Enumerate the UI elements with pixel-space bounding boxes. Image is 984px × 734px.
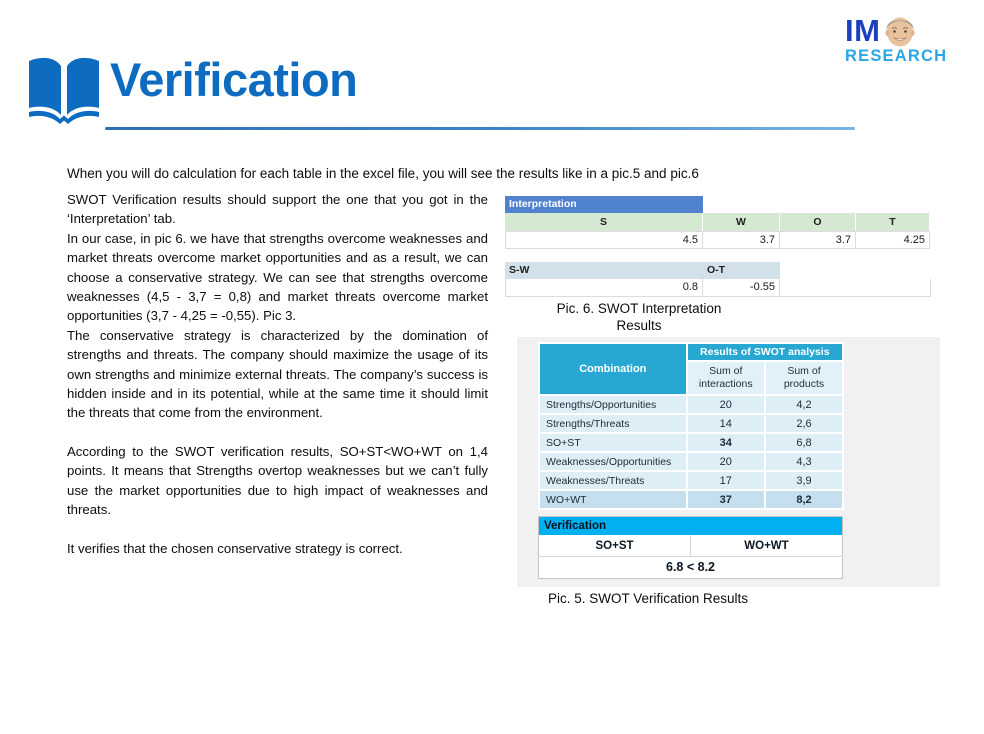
- table-row: [540, 491, 842, 508]
- logo-text-secondary: RESEARCH: [845, 47, 948, 65]
- row-label: WO+WT: [540, 491, 686, 508]
- logo-text-primary: IM: [845, 13, 881, 48]
- value-cell-ot: -0.55: [703, 279, 780, 297]
- paragraph: The conservative strategy is characterized by the domination of strengths and threats. The company should maximize the usage of its own strengths and minimize external threats. The company’s success is hidden inside and in its potential, while at the same time it should limit the threats that come from the environment.: [67, 327, 488, 421]
- row-products: 4,2: [766, 396, 842, 413]
- verification-col-sost: SO+ST: [539, 535, 691, 557]
- interpretation-title-row: [505, 196, 931, 213]
- swot-analysis-table: [538, 342, 844, 510]
- row-interactions: 37: [688, 491, 764, 508]
- sum-products-header: Sum of products: [766, 362, 842, 394]
- diff-header-row: [505, 262, 931, 279]
- pic5-panel: [517, 337, 940, 587]
- header-cell-sw: S-W: [505, 262, 703, 279]
- table-row: [540, 415, 842, 432]
- row-label: Weaknesses/Threats: [540, 472, 686, 489]
- interpretation-title-cell: Interpretation: [505, 196, 703, 213]
- paragraph: In our case, in pic 6. we have that strengths overcome weaknesses and market threats overcome market opportunities and as a result, we can choose a conservative strategy. We can see that strengths overcome weaknesses (4,5 - 3,7 = 0,8) and market threats overcome market opportunities (3,7 - 4,25 = -0,55). Pic 3.: [67, 230, 488, 324]
- value-cell-o: 3.7: [780, 231, 856, 249]
- pic5-caption: Pic. 5. SWOT Verification Results: [547, 591, 749, 606]
- row-products: 6,8: [766, 434, 842, 451]
- row-interactions: 34: [688, 434, 764, 451]
- row-interactions: 14: [688, 415, 764, 432]
- header-cell-o: O: [780, 213, 856, 231]
- logo-top-row: [845, 12, 965, 50]
- table-row: [540, 472, 842, 489]
- verification-table: [538, 516, 843, 579]
- paragraph: It verifies that the chosen conservative strategy is correct.: [67, 540, 403, 556]
- row-products: 2,6: [766, 415, 842, 432]
- verification-header: Verification: [539, 517, 843, 536]
- table-row: [540, 453, 842, 470]
- spreadsheet-gap: [505, 249, 931, 262]
- diff-values-row: [505, 279, 931, 297]
- value-cell-sw: 0.8: [505, 279, 703, 297]
- empty-cell: [780, 279, 931, 297]
- title-underline-rule: [105, 127, 855, 130]
- row-interactions: 20: [688, 396, 764, 413]
- intro-text: When you will do calculation for each table in the excel file, you will see the results like in a pic.5 and pic.6: [67, 166, 699, 181]
- body-text-column: [67, 190, 488, 558]
- sum-interactions-header: Sum of interactions: [688, 362, 764, 394]
- header-cell-t: T: [856, 213, 930, 231]
- value-cell-s: 4.5: [505, 231, 703, 249]
- header-cell-ot: O-T: [703, 262, 780, 279]
- interpretation-table: [505, 196, 931, 297]
- avatar-icon: [883, 12, 917, 48]
- paragraph: According to the SWOT verification results, SO+ST<WO+WT on 1,4 points. It means that Strengths overtop weaknesses but we can’t fully use the market opportunities due to high impact of weaknesses and threats.: [67, 443, 488, 518]
- table-row: [540, 396, 842, 413]
- open-book-icon: [24, 54, 104, 128]
- results-group-header: Results of SWOT analysis: [688, 344, 842, 360]
- combination-header: Combination: [540, 344, 686, 394]
- pic6-caption: Pic. 6. SWOT Interpretation Results: [556, 301, 722, 333]
- verification-result: 6.8 < 8.2: [539, 557, 843, 579]
- paragraph: SWOT Verification results should support the one that you got in the ‘Interpretation’ tab.: [67, 192, 488, 227]
- row-products: 4,3: [766, 453, 842, 470]
- row-interactions: 20: [688, 453, 764, 470]
- table-row: [540, 434, 842, 451]
- header-cell-w: W: [703, 213, 780, 231]
- row-label: Weaknesses/Opportunities: [540, 453, 686, 470]
- header-cell-s: S: [505, 213, 703, 231]
- swot-values-row: [505, 231, 931, 249]
- logo: [845, 12, 965, 66]
- row-products: 8,2: [766, 491, 842, 508]
- page-title: Verification: [110, 53, 358, 106]
- verification-col-wowt: WO+WT: [744, 540, 789, 552]
- row-label: Strengths/Opportunities: [540, 396, 686, 413]
- swot-header-row: [505, 213, 931, 231]
- row-label: SO+ST: [540, 434, 686, 451]
- row-products: 3,9: [766, 472, 842, 489]
- value-cell-w: 3.7: [703, 231, 780, 249]
- row-label: Strengths/Threats: [540, 415, 686, 432]
- value-cell-t: 4.25: [856, 231, 930, 249]
- row-interactions: 17: [688, 472, 764, 489]
